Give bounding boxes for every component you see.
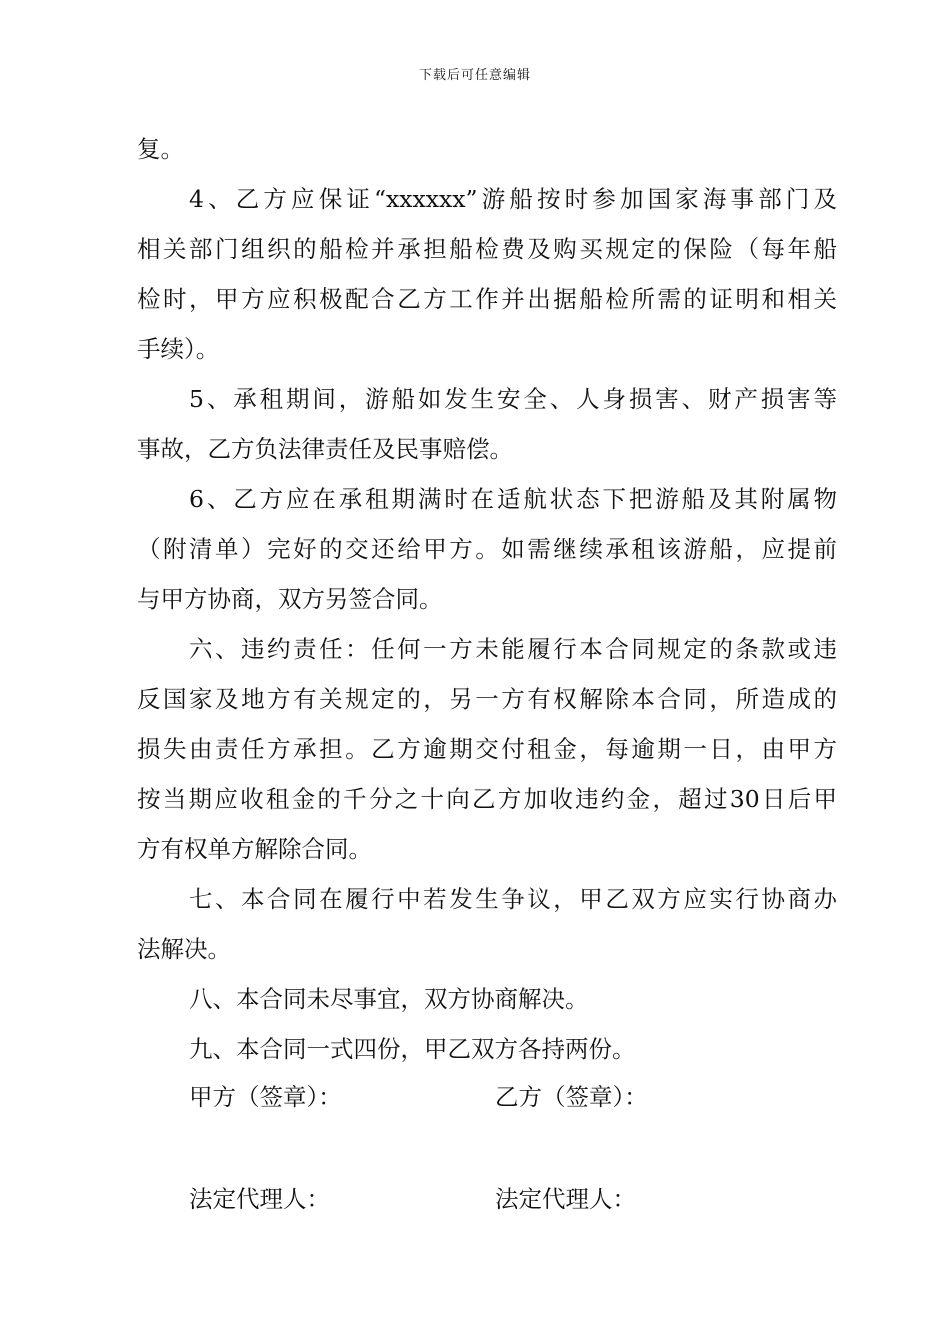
text-line: 手续）。 [137,335,220,363]
text-line: 九、本合同一式四份，甲乙双方各持两份。 [189,1035,636,1063]
text-line: 6、乙方应在承租期满时在适航状态下把游船及其附属物 [189,485,837,513]
text-line: 复。 [137,135,184,163]
text-line: 八、本合同未尽事宜，双方协商解决。 [189,985,589,1013]
text-line: 相关部门组织的船检并承担船检费及购买规定的保险（每年船 [137,235,837,263]
text-line: 方有权单方解除合同。 [137,835,372,863]
text-line: 4、乙方应保证“xxxxxx”游船按时参加国家海事部门及 [189,185,837,213]
text-line: 六、违约责任：任何一方未能履行本合同规定的条款或违 [189,635,837,663]
party-a-signature-label: 甲方（签章）： [189,1083,342,1111]
text-line: 5、承租期间，游船如发生安全、人身损害、财产损害等 [189,385,837,413]
text-line: 按当期应收租金的千分之十向乙方加收违约金，超过30日后甲 [137,785,837,813]
text-line: 损失由责任方承担。乙方逾期交付租金，每逾期一日，由甲方 [137,735,837,763]
party-b-agent-label: 法定代理人： [495,1185,636,1213]
text-line: 七、本合同在履行中若发生争议，甲乙双方应实行协商办 [189,885,837,913]
text-line: 反国家及地方有关规定的，另一方有权解除本合同，所造成的 [137,685,837,713]
text-line: 法解决。 [137,935,231,963]
contract-body [137,124,837,1074]
page-header: 下载后可任意编辑 [418,68,531,83]
text-line: 事故，乙方负法律责任及民事赔偿。 [137,435,513,463]
party-a-agent-label: 法定代理人： [189,1185,330,1213]
text-line: （附清单）完好的交还给甲方。如需继续承租该游船，应提前 [137,535,837,563]
text-line: 与甲方协商，双方另签合同。 [137,585,443,613]
party-b-signature-label: 乙方（签章）： [495,1083,648,1111]
text-line: 检时，甲方应积极配合乙方工作并出据船检所需的证明和相关 [137,285,837,313]
